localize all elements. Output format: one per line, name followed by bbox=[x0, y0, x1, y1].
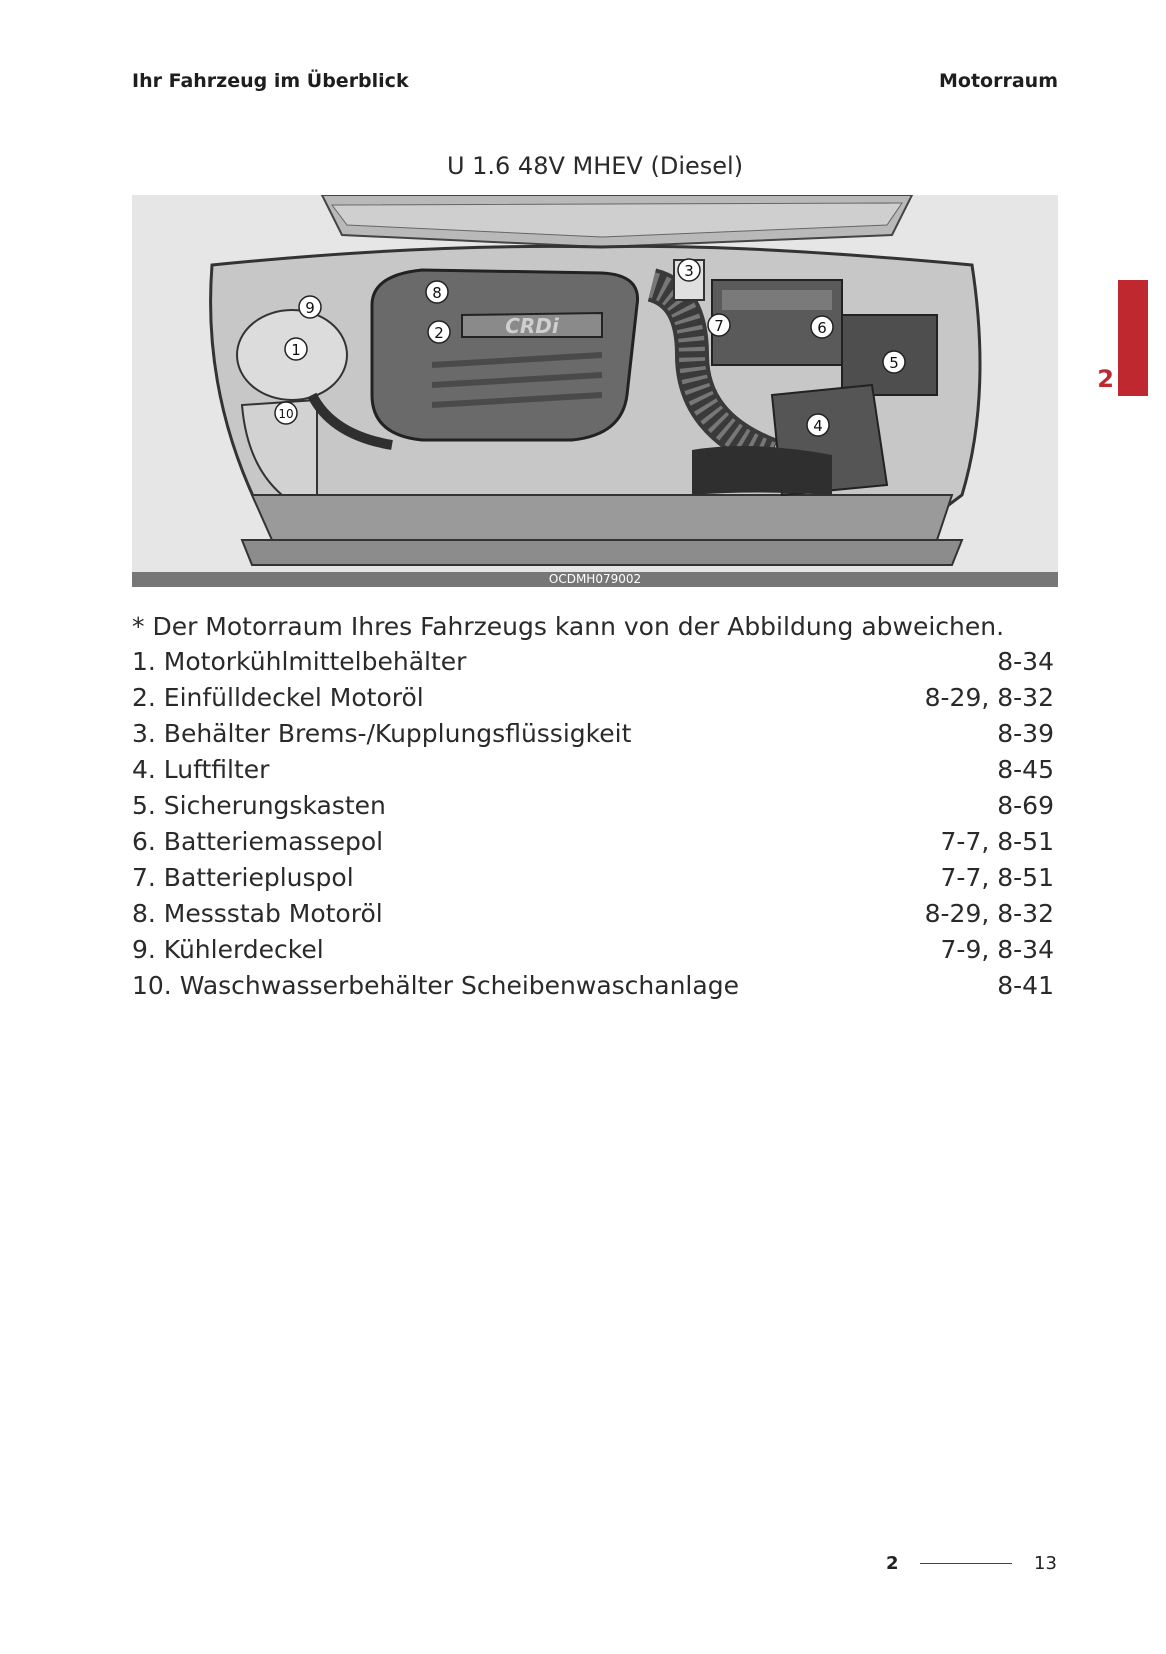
item-label: 9. Kühlerdeckel bbox=[132, 935, 324, 964]
engine-bay-illustration bbox=[132, 195, 1058, 587]
item-pages: 8-45 bbox=[997, 755, 1054, 784]
item-label: 4. Luftfilter bbox=[132, 755, 270, 784]
svg-text:9: 9 bbox=[305, 299, 315, 317]
svg-text:3: 3 bbox=[684, 262, 694, 280]
item-pages: 7-7, 8-51 bbox=[940, 863, 1054, 892]
item-label: 2. Einfülldeckel Motoröl bbox=[132, 683, 424, 712]
list-item bbox=[132, 968, 1054, 1004]
figure-disclaimer: * Der Motorraum Ihres Fahrzeugs kann von der Abbildung abweichen. bbox=[132, 612, 1005, 641]
item-label: 10. Waschwasserbehälter Scheibenwaschanlage bbox=[132, 971, 739, 1000]
callout-8 bbox=[426, 281, 448, 303]
item-pages: 8-29, 8-32 bbox=[924, 683, 1054, 712]
footer-page-number: 13 bbox=[1034, 1553, 1057, 1574]
chapter-tab-marker bbox=[1118, 280, 1148, 396]
list-item bbox=[132, 680, 1054, 716]
callout-3 bbox=[678, 259, 700, 281]
list-item bbox=[132, 860, 1054, 896]
item-pages: 7-7, 8-51 bbox=[940, 827, 1054, 856]
item-pages: 8-69 bbox=[997, 791, 1054, 820]
svg-text:10: 10 bbox=[278, 407, 294, 421]
item-pages: 8-39 bbox=[997, 719, 1054, 748]
callout-2 bbox=[428, 321, 450, 343]
callout-1 bbox=[285, 338, 307, 360]
item-pages: 7-9, 8-34 bbox=[940, 935, 1054, 964]
footer-divider bbox=[920, 1563, 1012, 1564]
engine-bay-drawing bbox=[132, 195, 1058, 587]
footer-chapter-number: 2 bbox=[886, 1553, 899, 1574]
callout-5 bbox=[883, 351, 905, 373]
callout-10 bbox=[275, 402, 297, 424]
chapter-tab-number: 2 bbox=[1097, 365, 1114, 393]
list-item bbox=[132, 896, 1054, 932]
svg-text:5: 5 bbox=[889, 354, 899, 372]
svg-text:7: 7 bbox=[714, 317, 724, 335]
running-header-section: Ihr Fahrzeug im Überblick bbox=[132, 70, 409, 92]
list-item bbox=[132, 644, 1054, 680]
callout-9 bbox=[299, 296, 321, 318]
component-list bbox=[132, 644, 1054, 1004]
running-header-topic: Motorraum bbox=[939, 70, 1058, 92]
callout-4 bbox=[807, 414, 829, 436]
svg-text:4: 4 bbox=[813, 417, 823, 435]
list-item bbox=[132, 932, 1054, 968]
item-label: 1. Motorkühlmittelbehälter bbox=[132, 647, 467, 676]
svg-text:6: 6 bbox=[817, 319, 827, 337]
list-item bbox=[132, 752, 1054, 788]
item-pages: 8-29, 8-32 bbox=[924, 899, 1054, 928]
figure-code: OCDMH079002 bbox=[132, 572, 1058, 587]
item-pages: 8-41 bbox=[997, 971, 1054, 1000]
callout-6 bbox=[811, 316, 833, 338]
callout-7 bbox=[708, 314, 730, 336]
item-label: 5. Sicherungskasten bbox=[132, 791, 386, 820]
list-item bbox=[132, 788, 1054, 824]
svg-text:8: 8 bbox=[432, 284, 442, 302]
item-label: 3. Behälter Brems-/Kupplungsflüssigkeit bbox=[132, 719, 632, 748]
svg-text:2: 2 bbox=[434, 324, 444, 342]
item-label: 6. Batteriemassepol bbox=[132, 827, 384, 856]
item-label: 8. Messstab Motoröl bbox=[132, 899, 383, 928]
svg-text:1: 1 bbox=[291, 341, 301, 359]
figure-title: U 1.6 48V MHEV (Diesel) bbox=[446, 152, 744, 180]
item-label: 7. Batteriepluspol bbox=[132, 863, 354, 892]
list-item bbox=[132, 824, 1054, 860]
list-item bbox=[132, 716, 1054, 752]
engine-badge-text: CRDi bbox=[505, 314, 559, 338]
item-pages: 8-34 bbox=[997, 647, 1054, 676]
